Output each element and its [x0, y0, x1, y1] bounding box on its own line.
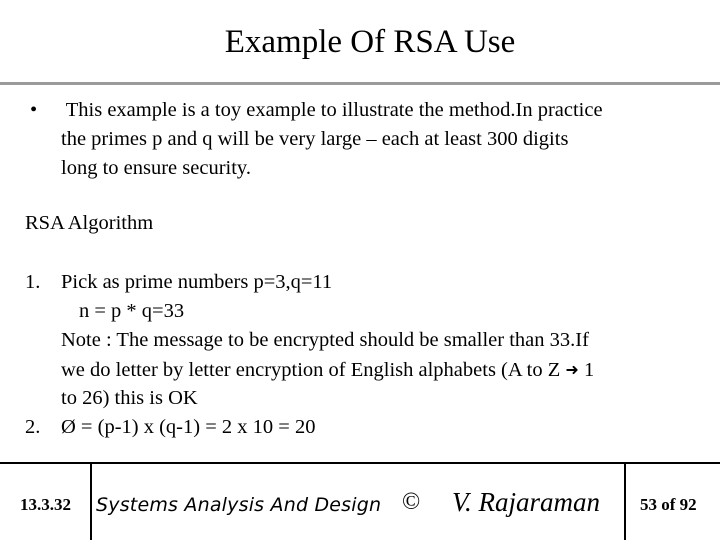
step-number: 1.: [25, 271, 41, 293]
step-text: n = p * q=33: [79, 300, 185, 322]
slide-id: 13.3.32: [20, 495, 71, 514]
footer-column-divider: [624, 463, 626, 540]
bullet-line: the primes p and q will be very large – each at least 300 digits: [61, 128, 569, 150]
section-heading: RSA Algorithm: [25, 212, 154, 234]
right-arrow-icon: ➜: [565, 360, 579, 379]
bullet-text: [61, 96, 711, 183]
footer-divider: [0, 462, 720, 464]
step-text: Note : The message to be encrypted should be smaller than 33.If: [61, 329, 589, 351]
step-text-part: we do letter by letter encryption of English alphabets (A to Z: [61, 359, 566, 381]
course-title: Systems Analysis And Design: [96, 494, 382, 516]
step-text: Pick as prime numbers p=3,q=11: [61, 271, 333, 293]
copyright-icon: ©: [402, 489, 421, 515]
author-name: V. Rajaraman: [452, 487, 601, 517]
slide-title: Example Of RSA Use: [224, 24, 516, 60]
step-text: [61, 355, 594, 385]
step-number: 2.: [25, 416, 41, 438]
bullet-line: This example is a toy example to illustrate the method.In practice: [61, 99, 603, 121]
bullet-dot: •: [30, 99, 38, 121]
step-text: to 26) this is OK: [61, 387, 198, 409]
title-divider: [0, 82, 720, 85]
step-text: Ø = (p-1) x (q-1) = 2 x 10 = 20: [61, 416, 316, 438]
bullet-line: long to ensure security.: [61, 157, 251, 179]
step-text-part: 1: [578, 359, 595, 381]
page-number: 53 of 92: [640, 495, 697, 514]
footer-column-divider: [90, 463, 92, 540]
